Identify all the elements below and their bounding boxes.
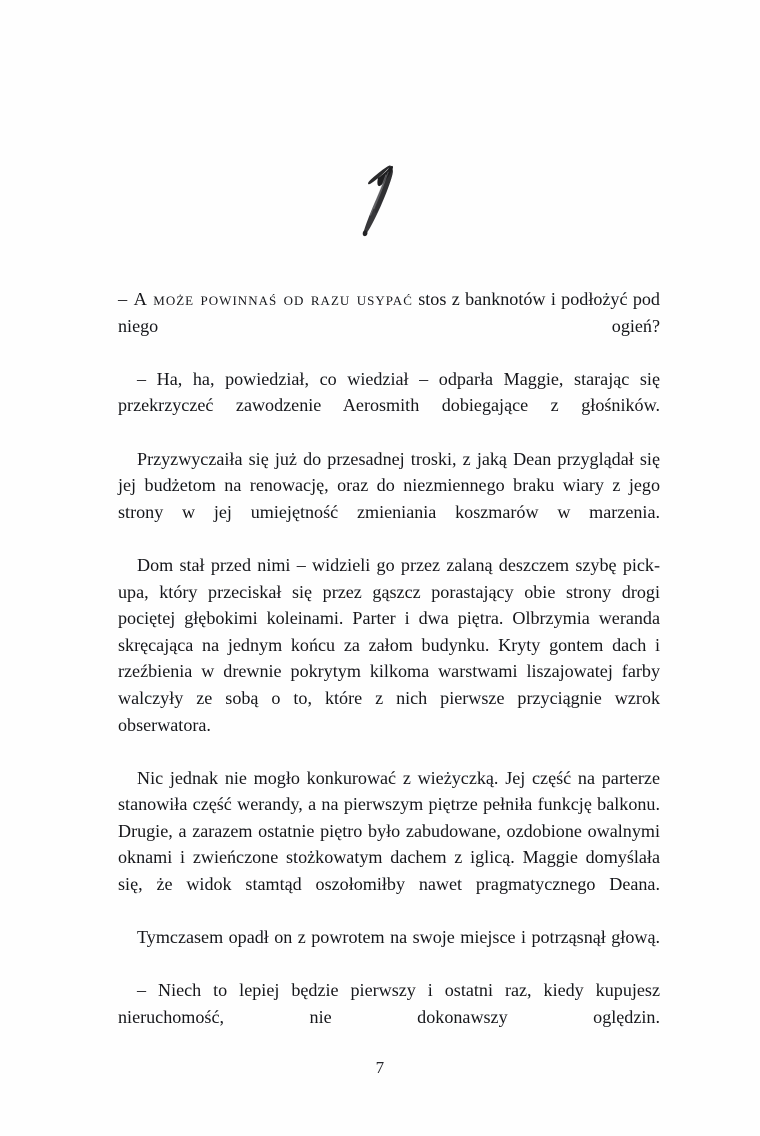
paragraph: Dom stał przed nimi – widzieli go przez zalaną deszczem szybę pick-upa, który przeciskał się przez gąszcz porastający obie strony drogi pociętej głębokimi koleinami. Parter i dwa piętra. Olbrzymia weranda skręcająca na jednym końcu za załom budynku. Kryty gontem dach i rzeźbienia w drewnie pokrytym kilkoma warstwami liszajowatej farby walczyły ze sobą o to, które z nich pierwsze przyciągnie wzrok obserwatora. [118,554,660,735]
paragraph: – Niech to lepiej będzie pierwszy i ostatni raz, kiedy kupujesz nieruchomość, nie dokonawszy oględzin. [118,980,660,1028]
opening-small-caps: – A może powinnaś od razu usypać [118,289,413,309]
paragraph: Nic jednak nie mogło konkurować z wieżyczką. Jej część na parterze stanowiła część werandy, a na pierwszym piętrze pełniła funkcję balkonu. Drugie, a zarazem ostatnie piętro było zabudowane, ozdobione owalnymi oknami i zwieńczone stożkowatym dachem z iglicą. Maggie domyślała się, że widok stamtąd oszołomiłby nawet pragmatycznego Deana. [118,767,660,895]
page-number: 7 [375,1058,385,1077]
paragraph: Przyzwyczaiła się już do przesadnej troski, z jaką Dean przyglądał się jej budżetom na renowację, oraz do niezmiennego braku wiary z jego strony w jej umiejętność zmieniania koszmarów w marzenia. [118,448,660,522]
chapter-body-text [118,286,660,1057]
chapter-number-block [0,150,760,250]
paragraph-text: stos z banknotów i podłożyć pod niego ogień? [118,289,660,336]
paragraph: Tymczasem opadł on z powrotem na swoje miejsce i potrząsnął głową. [137,927,660,948]
paragraph: – Ha, ha, powiedział, co wiedział – odparła Maggie, starając się przekrzyczeć zawodzenie Aerosmith dobiegające z głośników. [118,368,660,416]
paragraph [118,286,660,366]
chapter-number-one-icon [345,160,415,250]
